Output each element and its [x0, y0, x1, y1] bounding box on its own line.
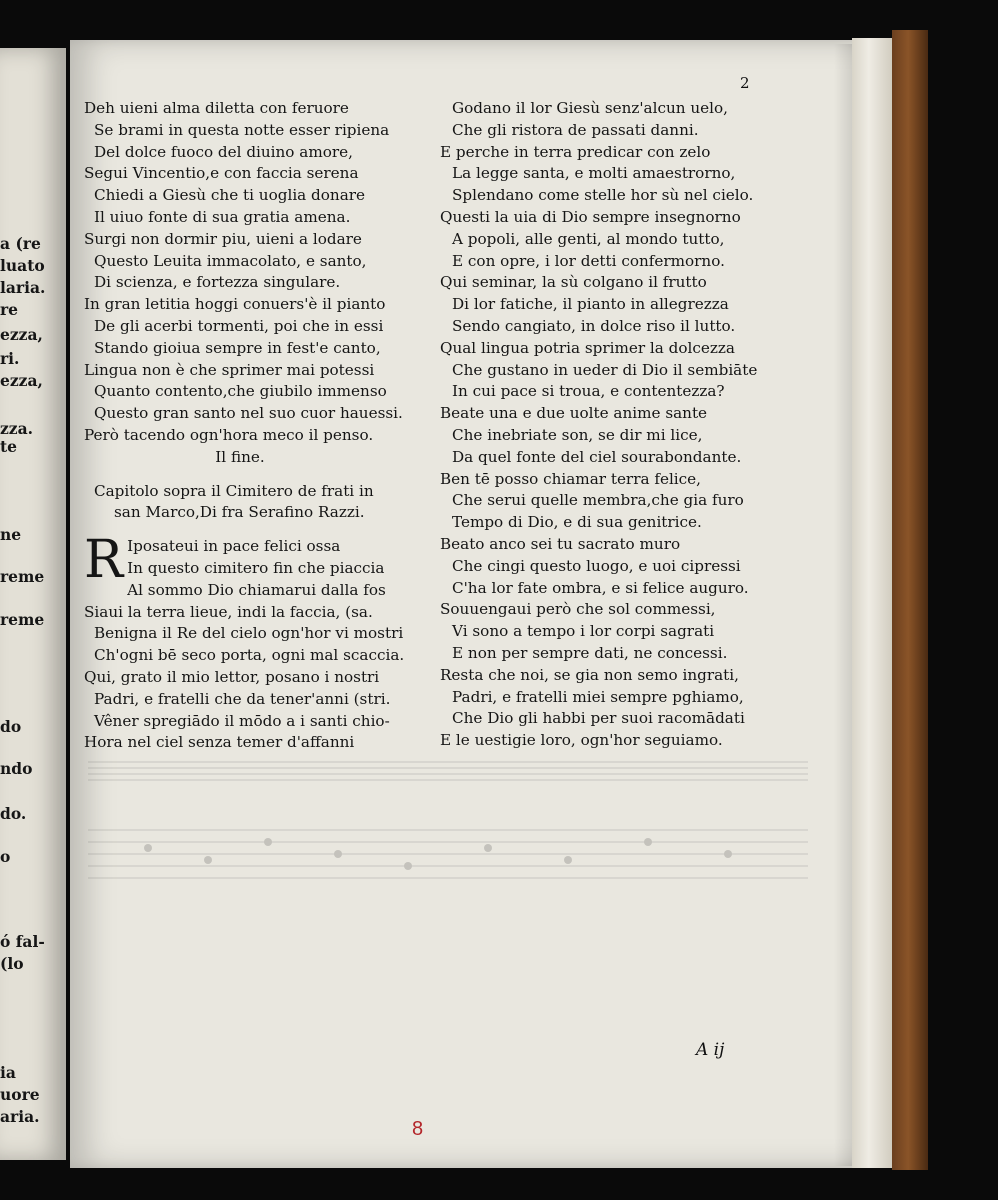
facing-fragment: laria. — [0, 278, 46, 297]
verse-line: Al sommo Dio chiamarui dalla fos — [127, 580, 386, 599]
facing-fragment: ne — [0, 525, 22, 544]
verse-line: E perche in terra predicar con zelo — [440, 142, 711, 161]
leather-binding — [892, 30, 928, 1170]
verse-line: Quanto contento,che giubilo immenso — [94, 382, 387, 401]
page-number: 2 — [740, 74, 750, 92]
verse-line: Siaui la terra lieue, indi la faccia, (sa. — [84, 602, 373, 621]
facing-fragment: ó fal- — [0, 932, 45, 951]
poem-block — [84, 530, 436, 754]
facing-fragment: zza. — [0, 419, 34, 438]
verse-line: Se brami in questa notte esser ripiena — [94, 120, 390, 139]
fore-edge — [852, 38, 894, 1168]
verse-line: De gli acerbi tormenti, poi che in essi — [94, 316, 384, 335]
verse-line: Qui seminar, la sù colgano il frutto — [440, 273, 707, 292]
verse-line: La legge santa, e molti amaestrorno, — [452, 164, 736, 183]
verse-line: In gran letitia hoggi conuers'è il pianto — [84, 295, 386, 314]
facing-fragment: do. — [0, 804, 27, 823]
verse-line: Resta che noi, se gia non semo ingrati, — [440, 665, 739, 684]
verse-line: Lingua non è che sprimer mai potessi — [84, 360, 375, 379]
verse-line: Questi la uia di Dio sempre insegnorno — [440, 207, 741, 226]
signature-mark: A ij — [696, 1040, 725, 1060]
facing-fragment: reme — [0, 610, 45, 629]
verse-line: Padri, e fratelli miei sempre pghiamo, — [452, 687, 744, 706]
verse-line: Che cingi questo luogo, e uoi cipressi — [452, 556, 741, 575]
facing-fragment: uore — [0, 1085, 40, 1104]
fine-label: Il fine. — [215, 447, 265, 466]
facing-fragment: ezza, — [0, 325, 43, 344]
verse-line: Questo gran santo nel suo cuor hauessi. — [94, 404, 403, 423]
verse-line: Iposateui in pace felici ossa — [127, 537, 341, 556]
verse-line: Qual lingua potria sprimer la dolcezza — [440, 338, 735, 357]
verse-line: Padri, e fratelli che da tener'anni (stri. — [94, 689, 391, 708]
verse-line: Da quel fonte del ciel sourabondante. — [452, 447, 742, 466]
verse-line: Ben tē posso chiamar terra felice, — [440, 469, 701, 488]
chapter-heading: san Marco,Di fra Serafino Razzi. — [114, 503, 365, 522]
verse-line: Splendano come stelle hor sù nel cielo. — [452, 186, 754, 205]
facing-fragment: luato — [0, 256, 45, 275]
facing-fragment: aria. — [0, 1107, 40, 1126]
verse-line: In questo cimitero fin che piaccia — [127, 558, 385, 577]
verse-line: Che Dio gli habbi per suoi racomādati — [452, 709, 745, 728]
verse-line: Però tacendo ogn'hora meco il penso. — [84, 425, 374, 444]
verse-line: A popoli, alle genti, al mondo tutto, — [452, 229, 725, 248]
verse-line: Stando gioiua sempre in fest'e canto, — [94, 338, 381, 357]
facing-fragment: re — [0, 300, 19, 319]
chapter-heading: Capitolo sopra il Cimitero de frati in — [94, 481, 374, 500]
facing-fragment: te — [0, 437, 18, 456]
right-column — [440, 98, 800, 752]
facing-fragment: (lo — [0, 954, 24, 973]
verse-line: Segui Vincentio,e con faccia serena — [84, 164, 359, 183]
verse-line: In cui pace si troua, e contentezza? — [452, 382, 725, 401]
verse-line: Surgi non dormir piu, uieni a lodare — [84, 229, 362, 248]
verse-line: Che gli ristora de passati danni. — [452, 120, 699, 139]
verse-line: Beate una e due uolte anime sante — [440, 404, 708, 423]
verse-line: E le uestigie loro, ogn'hor seguiamo. — [440, 731, 723, 750]
verse-line: Il uiuo fonte di sua gratia amena. — [94, 207, 351, 226]
verse-line: Benigna il Re del cielo ogn'hor vi mostri — [94, 624, 404, 643]
facing-fragment: do — [0, 717, 22, 736]
verse-line: Che inebriate son, se dir mi lice, — [452, 425, 703, 444]
verse-line: Deh uieni alma diletta con feruore — [84, 99, 349, 117]
verse-line: Chiedi a Giesù che ti uoglia donare — [94, 186, 366, 205]
verse-line: Ch'ogni bē seco porta, ogni mal scaccia. — [94, 646, 405, 665]
verse-line: Di lor fatiche, il pianto in allegrezza — [452, 295, 729, 314]
verse-line: C'ha lor fate ombra, e si felice auguro. — [452, 578, 749, 597]
show-through-music — [88, 760, 808, 960]
verse-line: E non per sempre dati, ne concessi. — [452, 643, 728, 662]
verse-line: Questo Leuita immacolato, e santo, — [94, 251, 367, 270]
verse-line: Vi sono a tempo i lor corpi sagrati — [452, 622, 715, 641]
page-edge-shadow — [834, 44, 854, 1166]
library-stamp: 8 — [412, 1118, 424, 1140]
facing-fragment: a (re — [0, 234, 41, 253]
facing-page — [0, 48, 66, 1160]
verse-line: Di scienza, e fortezza singulare. — [94, 273, 341, 292]
facing-fragment: ri. — [0, 349, 20, 368]
verse-line: Beato anco sei tu sacrato muro — [440, 534, 681, 553]
verse-line: Che gustano in ueder di Dio il sembiāte — [452, 360, 758, 379]
verse-line: Hora nel ciel senza temer d'affanni — [84, 733, 355, 752]
drop-capital: R — [84, 530, 124, 591]
facing-fragment: ezza, — [0, 371, 43, 390]
verse-line: Godano il lor Giesù senz'alcun uelo, — [452, 99, 728, 117]
left-column — [84, 98, 436, 754]
facing-fragment: ndo — [0, 759, 33, 778]
verse-line: E con opre, i lor detti confermorno. — [452, 251, 725, 270]
verse-line: Del dolce fuoco del diuino amore, — [94, 142, 353, 161]
verse-line: Souuengaui però che sol commessi, — [440, 600, 716, 619]
verse-line: Vêner spregiādo il mōdo a i santi chio- — [94, 711, 390, 730]
verse-line: Qui, grato il mio lettor, posano i nostri — [84, 667, 380, 686]
verse-line: Sendo cangiato, in dolce riso il lutto. — [452, 316, 736, 335]
facing-fragment: o — [0, 847, 11, 866]
verse-line: Che serui quelle membra,che gia furo — [452, 491, 744, 510]
verse-line: Tempo di Dio, e di sua genitrice. — [452, 513, 702, 532]
facing-fragment: reme — [0, 567, 45, 586]
facing-fragment: ia — [0, 1063, 16, 1082]
